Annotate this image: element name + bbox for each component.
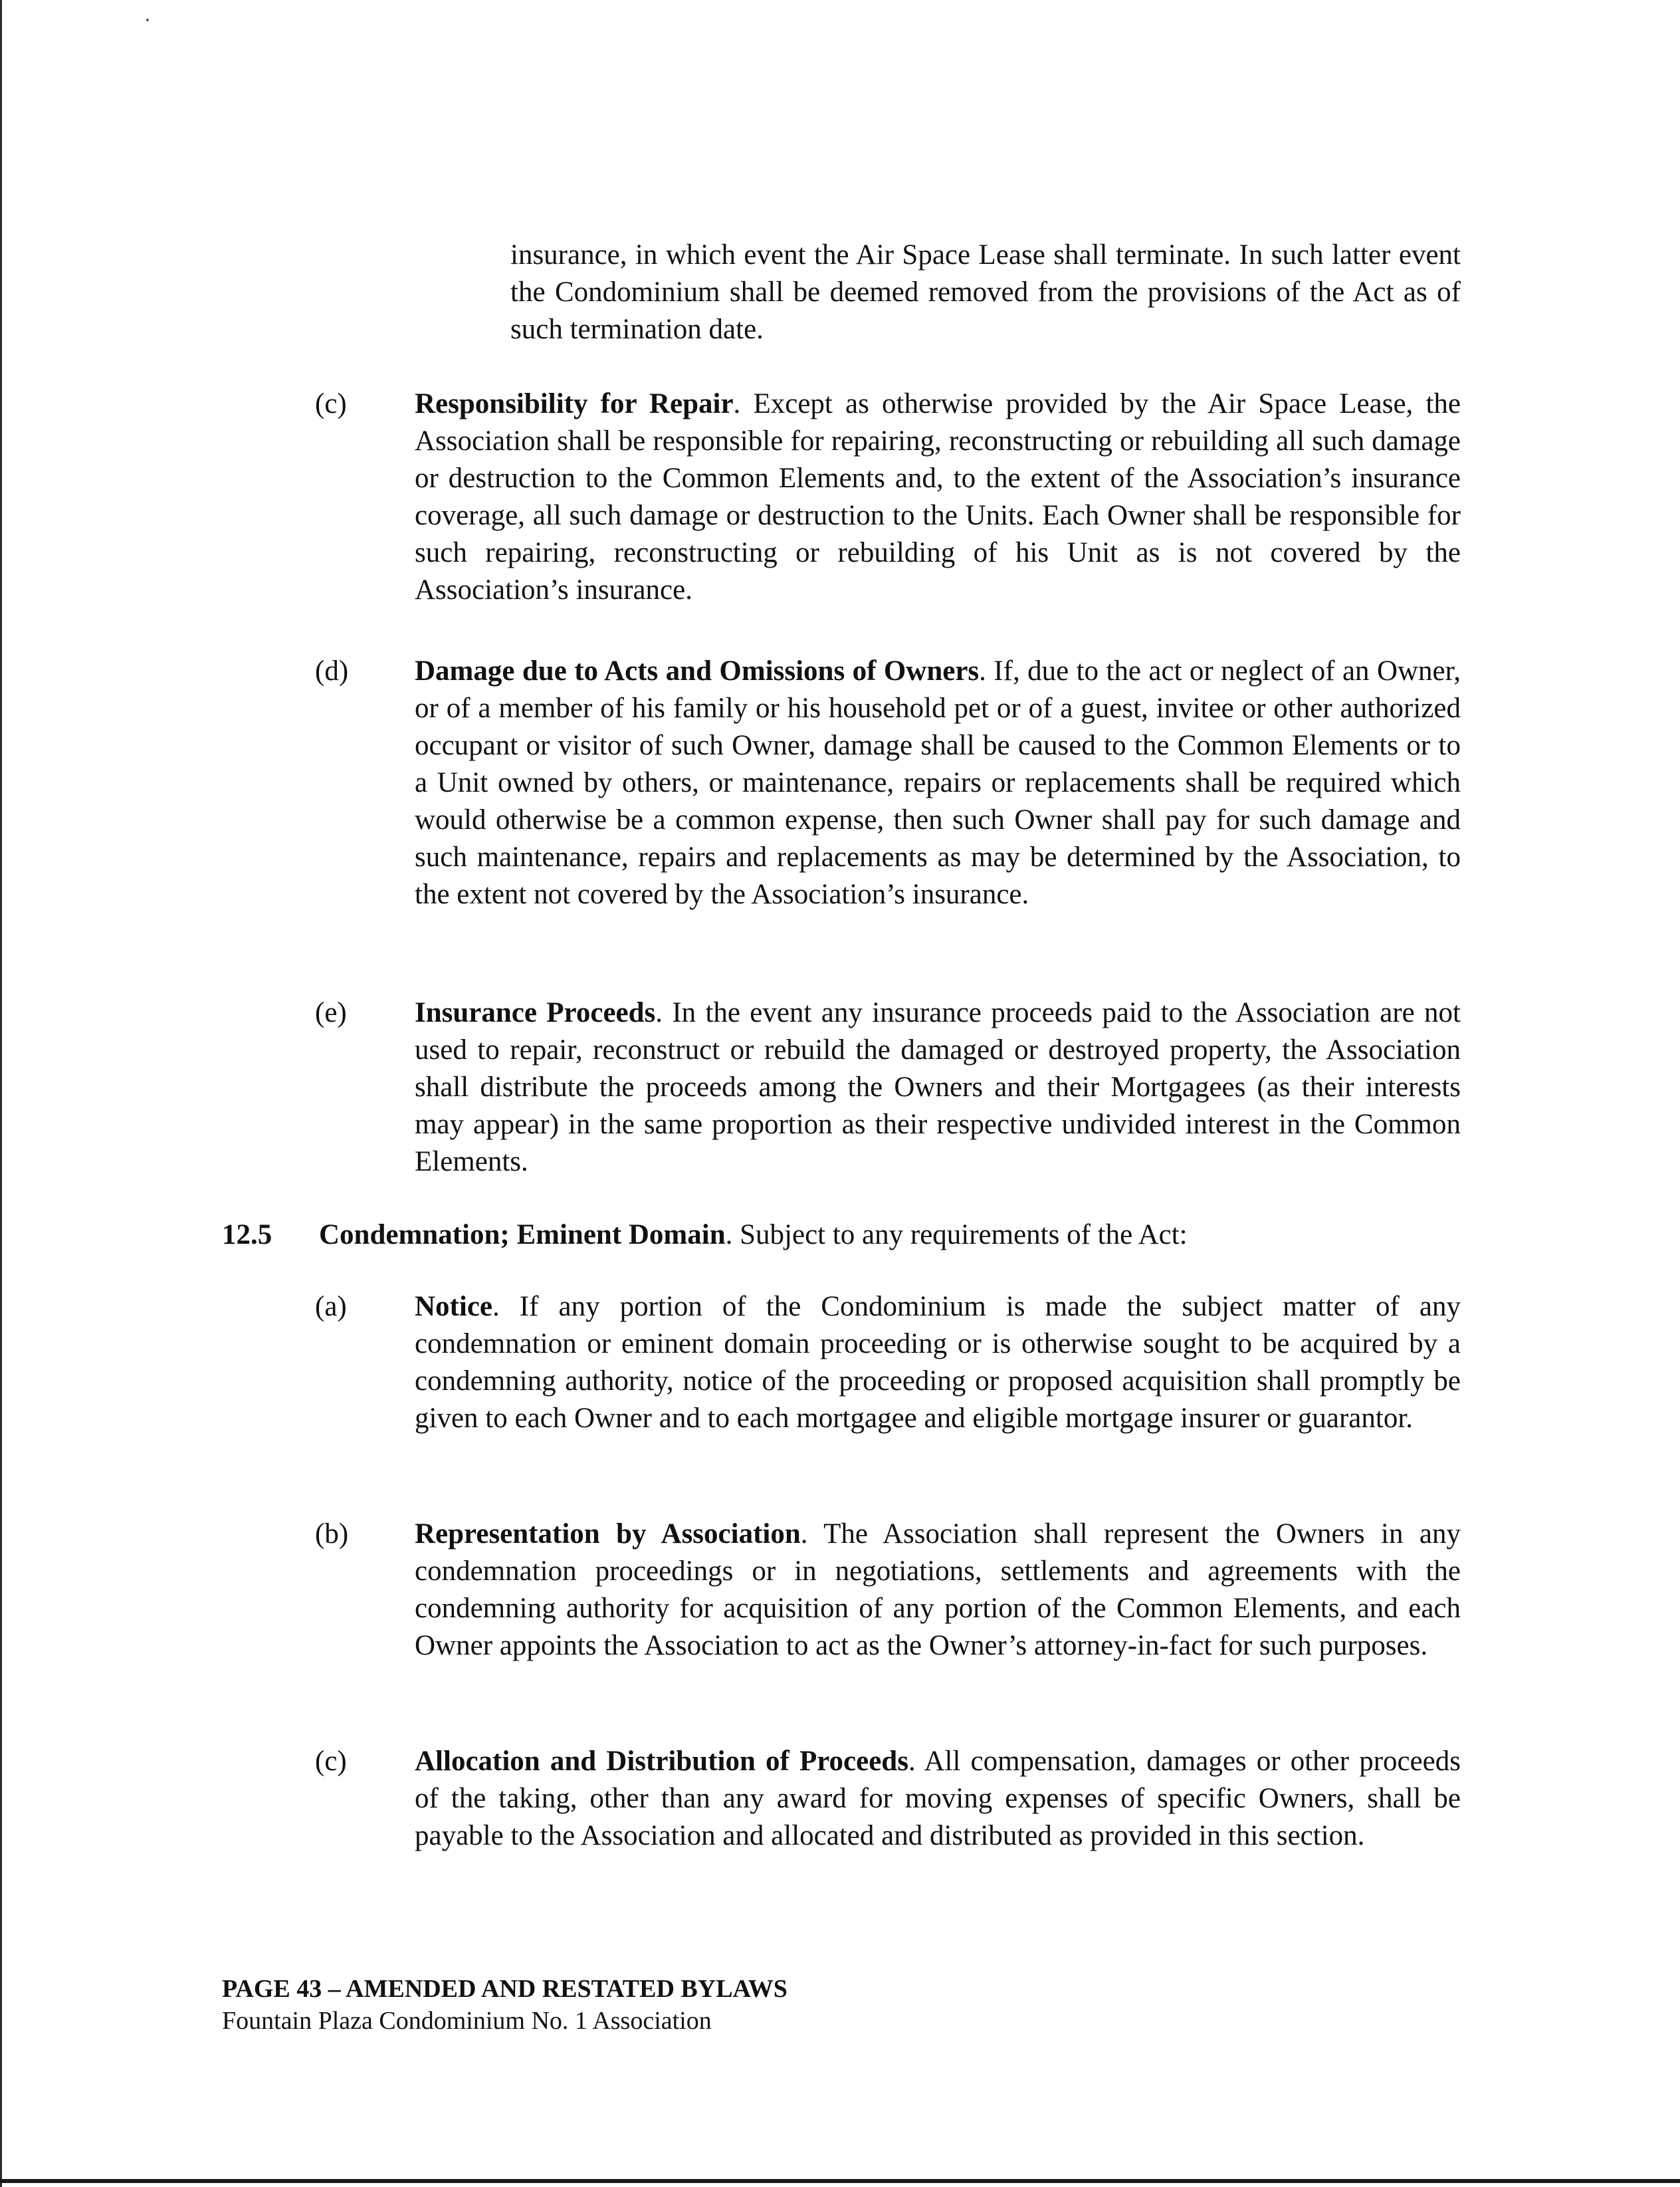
footer-association-name: Fountain Plaza Condominium No. 1 Association xyxy=(222,2007,712,2035)
item-repair-responsibility xyxy=(415,386,1461,609)
item-body: . All compensation, damages or other proceeds of the taking, other than any award for moving expenses of specific Owners, shall be payable to the Association and allocated and distributed as provided in this section. xyxy=(415,1746,1461,1851)
item-label: (c) xyxy=(315,1746,347,1777)
item-label: (b) xyxy=(315,1518,349,1550)
item-label: (a) xyxy=(315,1291,347,1322)
section-heading-line xyxy=(319,1216,1188,1254)
item-insurance-proceeds xyxy=(415,994,1461,1181)
item-body: . In the event any insurance proceeds paid to the Association are not used to repair, reconstruct or rebuild the damaged or destroyed property, the Association shall distribute the proceeds among the Owners and their Mortgagees (as their interests may appear) in the same proportion as their respective undivided interest in the Common Elements. xyxy=(415,997,1461,1177)
scan-speck xyxy=(146,19,149,21)
item-label: (c) xyxy=(315,388,347,419)
item-heading: Damage due to Acts and Omissions of Owners xyxy=(415,655,980,687)
continuation-paragraph: insurance, in which event the Air Space Lease shall terminate. In such latter event the Condominium shall be deemed removed from the provisions of the Act as of such termination date. xyxy=(510,239,1461,345)
item-body: . If any portion of the Condominium is made the subject matter of any condemnation or eminent domain proceeding or is otherwise sought to be acquired by a condemning authority, notice of the proceeding or proposed acquisition shall promptly be given to each Owner and to each mortgagee and eligible mortgage insurer or guarantor. xyxy=(415,1291,1461,1434)
item-body: . The Association shall represent the Owners in any condemnation proceedings or in negotiations, settlements and agreements with the condemning authority for acquisition of any portion of the Common Elements, and each Owner appoints the Association to act as the Owner’s attorney-in-fact for such purposes. xyxy=(415,1518,1461,1661)
item-damage-acts-omissions xyxy=(415,653,1461,913)
item-heading: Representation by Association xyxy=(415,1518,801,1550)
section-number: 12.5 xyxy=(222,1219,272,1250)
scan-left-edge xyxy=(0,0,2,2187)
item-heading: Insurance Proceeds xyxy=(415,997,656,1028)
section-intro: . Subject to any requirements of the Act: xyxy=(725,1219,1188,1250)
item-body: . If, due to the act or neglect of an Owner, or of a member of his family or his household pet or of a guest, invitee or other authorized occupant or visitor of such Owner, damage shall be caused to the Common Elements or to a Unit owned by others, or maintenance, repairs or replacements shall be required which would otherwise be a common expense, then such Owner shall pay for such damage and such maintenance, repairs and replacements as may be determined by the Association, to the extent not covered by the Association’s insurance. xyxy=(415,655,1461,910)
item-heading: Responsibility for Repair xyxy=(415,388,734,419)
section-heading: Condemnation; Eminent Domain xyxy=(319,1219,726,1250)
item-heading: Allocation and Distribution of Proceeds xyxy=(415,1746,908,1777)
footer-page-title: PAGE 43 – AMENDED AND RESTATED BYLAWS xyxy=(222,1975,788,2003)
item-notice xyxy=(415,1288,1461,1437)
item-heading: Notice xyxy=(415,1291,492,1322)
scan-bottom-edge xyxy=(0,2179,1680,2183)
item-body: . Except as otherwise provided by the Air Space Lease, the Association shall be responsible for repairing, reconstructing or rebuilding all such damage or destruction to the Common Elements and, to the extent of the Association’s insurance coverage, all such damage or destruction to the Units. Each Owner shall be responsible for such repairing, reconstructing or rebuilding of his Unit as is not covered by the Association’s insurance. xyxy=(415,388,1461,606)
item-label: (e) xyxy=(315,997,347,1028)
item-label: (d) xyxy=(315,655,349,687)
item-representation xyxy=(415,1516,1461,1665)
item-allocation-distribution xyxy=(415,1743,1461,1855)
